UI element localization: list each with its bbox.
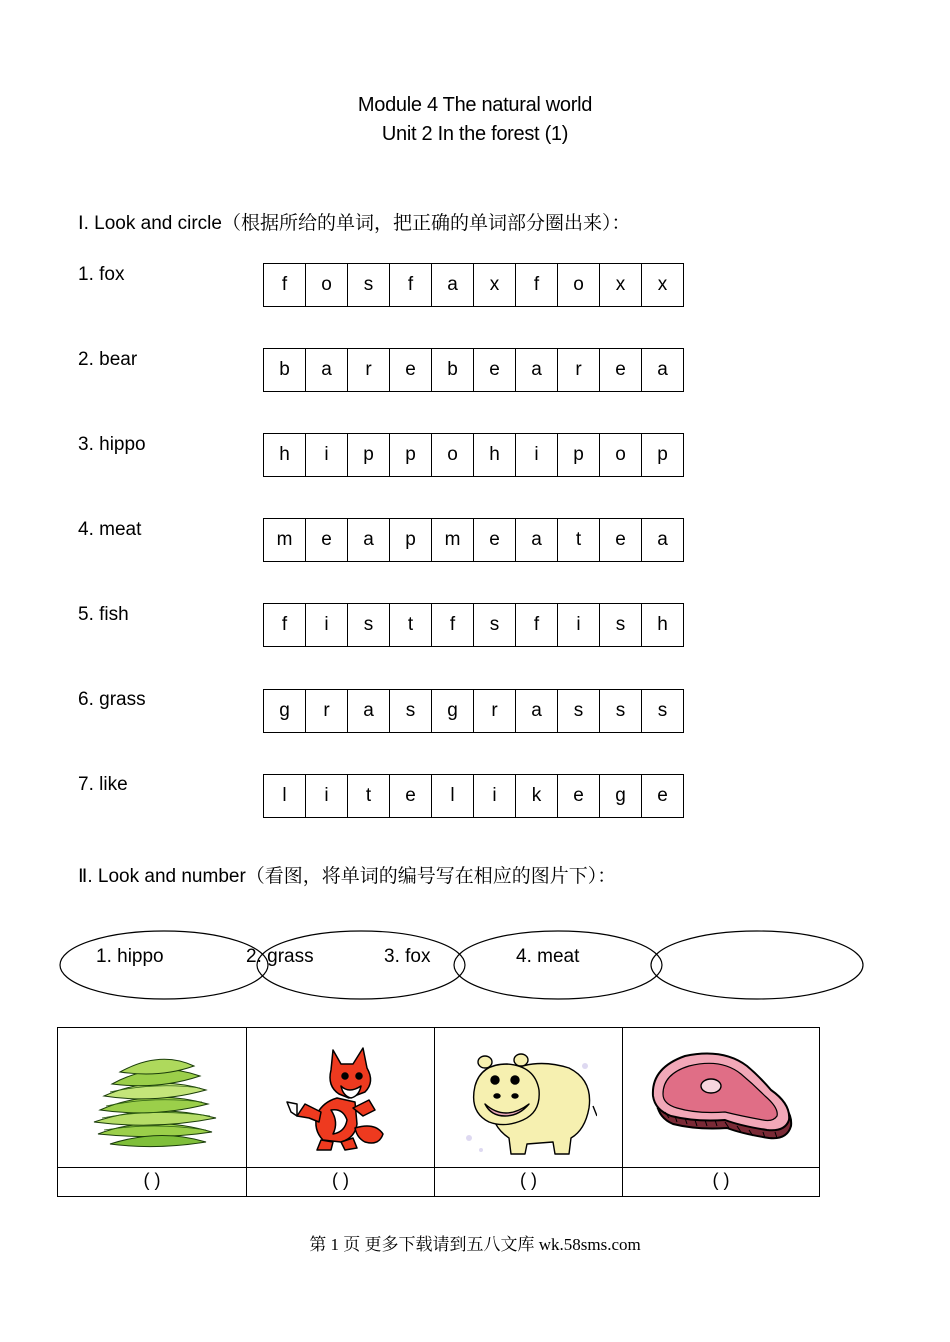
word-label-1: 1. fox xyxy=(78,264,125,285)
letter-cell[interactable]: e xyxy=(474,519,516,561)
letter-cell[interactable]: a xyxy=(516,690,558,732)
letter-cell[interactable]: i xyxy=(474,775,516,817)
answer-blank-4[interactable]: ( ) xyxy=(712,1170,730,1190)
letter-cell[interactable]: p xyxy=(390,434,432,476)
letter-cell[interactable]: g xyxy=(432,690,474,732)
letter-cell[interactable]: s xyxy=(474,604,516,646)
table-divider xyxy=(58,1167,819,1168)
letter-cell[interactable]: e xyxy=(474,349,516,391)
letter-cell[interactable]: e xyxy=(558,775,600,817)
word-ovals xyxy=(58,928,868,1003)
word-option-4: 4. meat xyxy=(516,946,580,967)
letter-cell[interactable]: p xyxy=(657,444,668,465)
letter-cell[interactable]: r xyxy=(348,349,390,391)
hippo-picture xyxy=(461,1046,597,1158)
letter-cell[interactable]: f xyxy=(264,604,306,646)
letter-cell[interactable]: i xyxy=(516,434,558,476)
letter-cell[interactable]: e xyxy=(390,349,432,391)
letter-grid-6 xyxy=(263,689,684,733)
letter-cell[interactable]: s xyxy=(600,604,642,646)
word-label-2: 2. bear xyxy=(78,349,138,370)
picture-cell-4 xyxy=(623,1028,819,1196)
oval-4 xyxy=(651,931,863,999)
letter-cell[interactable]: h xyxy=(657,614,668,635)
word-label-6: 6. grass xyxy=(78,689,146,710)
letter-cell[interactable]: s xyxy=(348,604,390,646)
letter-cell[interactable]: p xyxy=(348,434,390,476)
letter-grid-4 xyxy=(263,518,684,562)
word-label-5: 5. fish xyxy=(78,604,129,625)
letter-cell[interactable]: a xyxy=(657,359,668,380)
section-2-heading: Ⅱ. Look and number（看图，将单词的编号写在相应的图片下）： xyxy=(78,866,617,887)
letter-cell[interactable]: x xyxy=(474,264,516,306)
letter-cell[interactable]: e xyxy=(600,349,642,391)
module-title: Module 4 The natural world xyxy=(357,94,593,116)
word-option-2: 2. grass xyxy=(246,946,314,967)
picture-cell-3 xyxy=(435,1028,623,1196)
letter-cell[interactable]: r xyxy=(306,690,348,732)
letter-cell[interactable]: s xyxy=(657,700,668,721)
letter-cell[interactable]: t xyxy=(558,519,600,561)
letter-cell[interactable]: x xyxy=(600,264,642,306)
letter-cell[interactable]: i xyxy=(306,434,348,476)
letter-cell[interactable]: a xyxy=(657,529,668,550)
letter-cell[interactable]: h xyxy=(264,434,306,476)
letter-cell[interactable]: f xyxy=(432,604,474,646)
letter-cell[interactable]: e xyxy=(657,785,668,806)
picture-cell-2 xyxy=(247,1028,435,1196)
letter-cell[interactable]: e xyxy=(306,519,348,561)
letter-cell[interactable]: k xyxy=(516,775,558,817)
letter-cell[interactable]: b xyxy=(264,349,306,391)
word-label-7: 7. like xyxy=(78,774,128,795)
picture-table xyxy=(57,1027,820,1197)
letter-cell[interactable]: o xyxy=(306,264,348,306)
answer-blank-3[interactable]: ( ) xyxy=(520,1170,537,1190)
letter-grid-1 xyxy=(263,263,684,307)
answer-blank-2[interactable]: ( ) xyxy=(332,1170,349,1190)
letter-cell[interactable]: p xyxy=(390,519,432,561)
letter-cell[interactable]: o xyxy=(432,434,474,476)
section-1-heading: Ⅰ. Look and circle（根据所给的单词，把正确的单词部分圈出来）： xyxy=(78,213,631,234)
letter-cell[interactable]: f xyxy=(264,264,306,306)
letter-cell[interactable]: x xyxy=(657,274,668,295)
letter-cell[interactable]: s xyxy=(558,690,600,732)
page-footer: 第 1 页 更多下载请到五八文库 wk.58sms.com xyxy=(309,1235,641,1254)
letter-cell[interactable]: f xyxy=(516,264,558,306)
letter-cell[interactable]: a xyxy=(348,690,390,732)
letter-cell[interactable]: p xyxy=(558,434,600,476)
letter-grid-2 xyxy=(263,348,684,392)
word-label-3: 3. hippo xyxy=(78,434,146,455)
letter-grid-3 xyxy=(263,433,684,477)
letter-cell[interactable]: i xyxy=(558,604,600,646)
letter-cell[interactable]: g xyxy=(264,690,306,732)
letter-cell[interactable]: o xyxy=(558,264,600,306)
unit-title: Unit 2 In the forest (1) xyxy=(381,123,569,145)
letter-cell[interactable]: l xyxy=(264,775,306,817)
word-option-3: 3. fox xyxy=(384,946,431,967)
letter-cell[interactable]: s xyxy=(390,690,432,732)
letter-cell[interactable]: s xyxy=(600,690,642,732)
letter-cell[interactable]: s xyxy=(348,264,390,306)
letter-cell[interactable]: a xyxy=(516,519,558,561)
letter-cell[interactable]: h xyxy=(474,434,516,476)
letter-cell[interactable]: r xyxy=(474,690,516,732)
oval-1 xyxy=(60,931,268,999)
letter-cell[interactable]: a xyxy=(348,519,390,561)
letter-cell[interactable]: a xyxy=(306,349,348,391)
letter-cell[interactable]: g xyxy=(600,775,642,817)
fox-picture xyxy=(283,1042,395,1154)
letter-cell[interactable]: a xyxy=(432,264,474,306)
letter-cell[interactable]: i xyxy=(306,775,348,817)
letter-grid-5 xyxy=(263,603,684,647)
letter-cell[interactable]: f xyxy=(516,604,558,646)
word-label-4: 4. meat xyxy=(78,519,142,540)
letter-cell[interactable]: m xyxy=(264,519,306,561)
word-option-1: 1. hippo xyxy=(96,946,164,967)
letter-cell[interactable]: m xyxy=(432,519,474,561)
picture-cell-1 xyxy=(58,1028,247,1196)
answer-blank-1[interactable]: ( ) xyxy=(143,1170,161,1190)
letter-cell[interactable]: a xyxy=(516,349,558,391)
letter-cell[interactable]: r xyxy=(558,349,600,391)
letter-cell[interactable]: i xyxy=(306,604,348,646)
letter-cell[interactable]: t xyxy=(390,604,432,646)
letter-cell[interactable]: e xyxy=(390,775,432,817)
meat-picture xyxy=(647,1050,797,1146)
letter-cell[interactable]: b xyxy=(432,349,474,391)
letter-cell[interactable]: t xyxy=(348,775,390,817)
grass-picture xyxy=(90,1044,220,1152)
letter-cell[interactable]: o xyxy=(600,434,642,476)
letter-cell[interactable]: f xyxy=(390,264,432,306)
letter-grid-7 xyxy=(263,774,684,818)
letter-cell[interactable]: l xyxy=(432,775,474,817)
letter-cell[interactable]: e xyxy=(600,519,642,561)
